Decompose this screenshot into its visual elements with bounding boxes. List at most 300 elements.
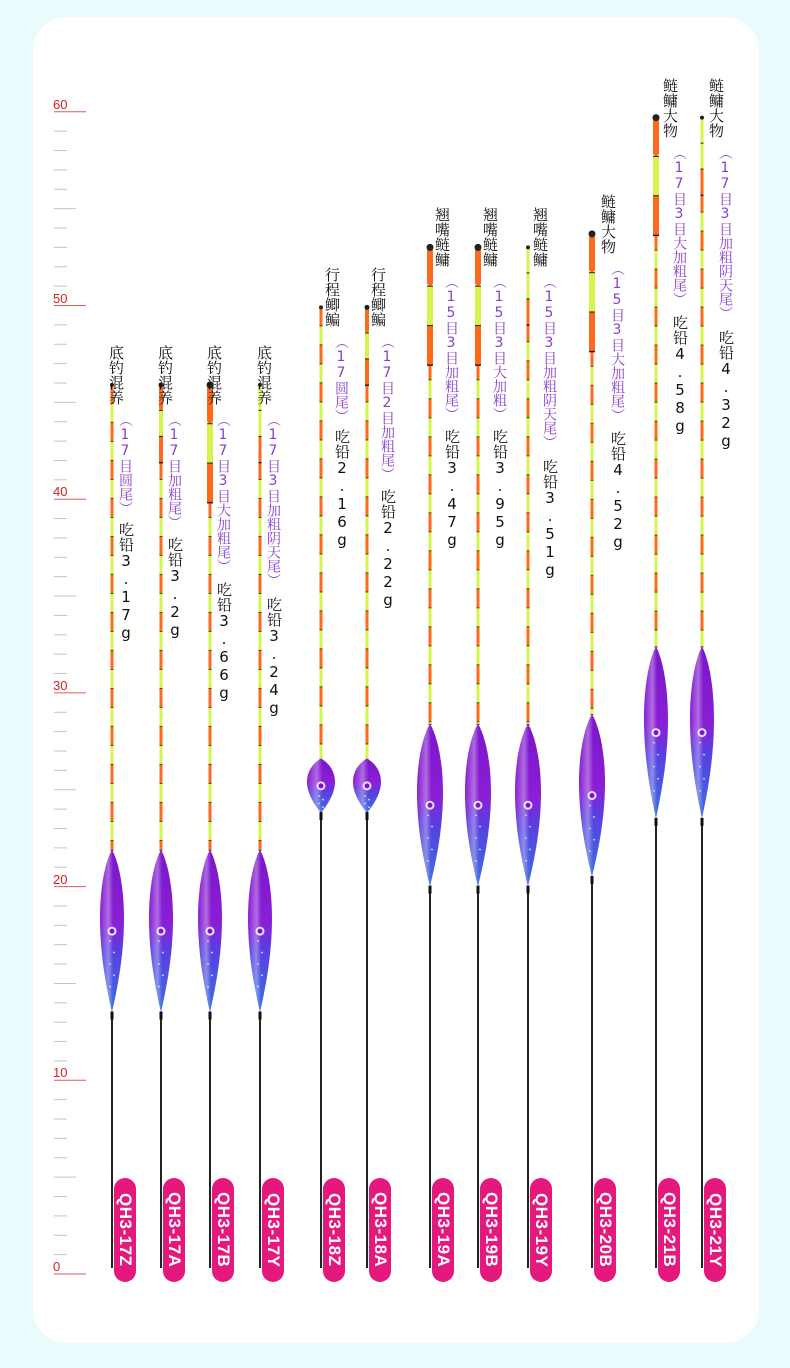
tip-divider	[477, 664, 480, 665]
tip-divider	[366, 553, 369, 554]
tip-segment	[259, 518, 262, 536]
tip-segment	[111, 613, 114, 631]
tip-divider	[160, 783, 163, 784]
tip-segment	[701, 308, 704, 326]
tip-divider	[701, 440, 704, 441]
tip-divider	[477, 436, 480, 437]
tip-divider	[655, 573, 658, 574]
tip-divider	[655, 630, 658, 631]
tip-segment	[111, 575, 114, 593]
body-joint	[259, 1012, 262, 1020]
tip-divider	[591, 575, 594, 576]
tip-segment	[655, 422, 658, 440]
tip-segment	[655, 574, 658, 592]
tip-segment	[701, 384, 704, 402]
tip-segment	[701, 517, 704, 535]
tip-thick-segment	[701, 144, 704, 169]
tip-divider	[429, 645, 432, 646]
brand-logo-center	[590, 793, 595, 798]
tip-segment	[320, 440, 323, 458]
ruler-tick-label: 0	[53, 1259, 61, 1274]
tip-segment	[655, 631, 658, 647]
tip-divider	[366, 610, 369, 611]
float-lead-weight: 吃铅3.2g	[166, 536, 184, 639]
tip-segment	[527, 475, 530, 493]
tip-segment	[655, 612, 658, 630]
tip-segment	[591, 367, 594, 385]
tip-divider	[160, 536, 163, 537]
body-sparkle	[322, 799, 324, 801]
tip-thick-segment	[159, 437, 163, 462]
tip-divider	[477, 588, 480, 589]
tip-segment	[209, 670, 212, 688]
tip-divider	[111, 498, 114, 499]
body-joint	[701, 818, 704, 826]
float-category: 底钓混养	[205, 344, 223, 405]
tip-divider	[477, 531, 480, 532]
tip-segment	[259, 461, 262, 479]
tip-divider	[160, 669, 163, 670]
brand-logo-center	[319, 783, 324, 788]
tip-divider	[655, 269, 658, 270]
float-category: 底钓混养	[156, 344, 174, 405]
tip-segment	[366, 687, 369, 705]
tip-segment	[320, 725, 323, 743]
tip-segment	[477, 703, 480, 721]
tip-divider	[429, 531, 432, 532]
tip-segment	[320, 592, 323, 610]
tip-segment	[160, 822, 163, 840]
tip-segment	[209, 746, 212, 764]
body-sparkle	[257, 986, 259, 988]
tip-segment	[209, 556, 212, 574]
tip-segment	[111, 518, 114, 536]
tip-segment	[160, 803, 163, 821]
tip-divider	[320, 439, 323, 440]
float-tip	[475, 244, 482, 725]
tip-divider	[591, 613, 594, 614]
body-sparkle	[529, 826, 531, 828]
tip-divider	[429, 626, 432, 627]
tip-divider	[320, 743, 323, 744]
tip-thick-divider	[259, 462, 262, 464]
float-category: 底钓混养	[255, 344, 273, 405]
tip-divider	[429, 721, 432, 722]
body-sparkle	[525, 837, 527, 839]
tip-segment	[429, 551, 432, 569]
tip-divider	[701, 345, 704, 346]
tip-segment	[477, 437, 480, 455]
tip-segment	[655, 365, 658, 383]
tip-thick-segment	[527, 299, 530, 324]
tip-divider	[366, 591, 369, 592]
body-sparkle	[368, 799, 370, 801]
body-sparkle	[593, 816, 595, 818]
body-sparkle	[364, 810, 366, 812]
tip-divider	[527, 702, 530, 703]
tip-divider	[655, 611, 658, 612]
tip-segment	[701, 365, 704, 383]
tip-divider	[259, 631, 262, 632]
tip-divider	[320, 458, 323, 459]
tip-divider	[429, 455, 432, 456]
tip-divider	[429, 550, 432, 551]
tip-divider	[160, 726, 163, 727]
tip-segment	[209, 537, 212, 555]
tip-thick-segment	[365, 359, 369, 384]
ruler-tick-label: 20	[53, 871, 68, 887]
tip-segment	[701, 574, 704, 592]
tip-segment	[655, 593, 658, 611]
tip-divider	[160, 840, 163, 841]
tip-divider	[320, 382, 323, 383]
tip-segment	[477, 665, 480, 683]
tip-segment	[320, 649, 323, 667]
tip-divider	[259, 574, 262, 575]
tip-segment	[701, 251, 704, 269]
tip-segment	[366, 649, 369, 667]
tip-segment	[701, 194, 704, 212]
tip-segment	[527, 722, 530, 724]
tip-divider	[429, 588, 432, 589]
brand-logo-center	[428, 803, 433, 808]
tip-segment	[366, 535, 369, 553]
tip-thick-segment	[259, 437, 262, 462]
tip-divider	[320, 344, 323, 345]
tip-divider	[655, 554, 658, 555]
body-joint	[111, 1012, 114, 1020]
tip-segment	[366, 573, 369, 591]
tip-segment	[111, 594, 114, 612]
tip-divider	[160, 631, 163, 632]
tip-divider	[429, 398, 432, 399]
tip-thick-segment	[427, 287, 433, 325]
tip-segment	[591, 690, 594, 708]
tip-divider	[160, 764, 163, 765]
tip-segment	[477, 456, 480, 474]
tip-segment	[320, 687, 323, 705]
tip-segment	[429, 456, 432, 474]
tip-divider	[111, 745, 114, 746]
tip-segment	[477, 532, 480, 550]
body-sparkle	[318, 810, 320, 812]
tip-segment	[259, 575, 262, 593]
tip-thick-segment	[207, 424, 213, 462]
tip-divider	[209, 555, 212, 556]
tip-divider	[111, 840, 114, 841]
tip-segment	[111, 404, 114, 422]
tip-segment	[655, 441, 658, 459]
tip-divider	[160, 745, 163, 746]
tip-divider	[591, 404, 594, 405]
tip-divider	[259, 650, 262, 651]
tip-segment	[366, 478, 369, 496]
tip-divider	[429, 607, 432, 608]
tip-divider	[160, 612, 163, 613]
model-badge: QH3-20B	[594, 1178, 616, 1282]
tip-segment	[111, 689, 114, 707]
tip-segment	[591, 538, 594, 556]
tip-divider	[701, 288, 704, 289]
tip-segment	[655, 555, 658, 573]
float-qh3-19a	[417, 244, 443, 1268]
tip-divider	[366, 420, 369, 421]
tip-segment	[111, 708, 114, 726]
float-lead-weight: 吃铅3.95g	[491, 429, 509, 550]
tip-divider	[111, 688, 114, 689]
tip-divider	[320, 496, 323, 497]
tip-divider	[527, 664, 530, 665]
tip-segment	[320, 573, 323, 591]
body-sparkle	[318, 795, 320, 797]
tip-divider	[320, 401, 323, 402]
tip-divider	[111, 802, 114, 803]
tip-divider	[209, 840, 212, 841]
body-sparkle	[158, 940, 160, 942]
tip-segment	[259, 765, 262, 783]
tip-segment	[111, 651, 114, 669]
float-category: 鲢鳙大物	[707, 77, 725, 138]
tip-segment	[209, 765, 212, 783]
tip-divider	[259, 479, 262, 480]
tip-thick-segment	[207, 464, 213, 502]
tip-segment	[655, 346, 658, 364]
tip-divider	[527, 341, 530, 342]
tip-divider	[259, 555, 262, 556]
tip-divider	[655, 326, 658, 327]
tip-divider	[477, 398, 480, 399]
ruler-tick-label: 30	[53, 677, 68, 693]
tip-segment	[320, 402, 323, 420]
tip-segment	[429, 513, 432, 531]
tip-divider	[655, 440, 658, 441]
model-badge: QH3-19A	[432, 1178, 454, 1282]
tip-segment	[320, 611, 323, 629]
float-category: 行程鲫鳊	[369, 267, 387, 328]
tip-divider	[655, 535, 658, 536]
tip-segment	[111, 784, 114, 802]
tip-divider	[591, 632, 594, 633]
body-sparkle	[158, 963, 160, 965]
ruler-tick-label: 10	[53, 1065, 68, 1081]
tip-divider	[701, 421, 704, 422]
body-sparkle	[525, 860, 527, 862]
body-sparkle	[113, 974, 115, 976]
tip-thick-divider	[475, 364, 481, 366]
tip-segment	[591, 519, 594, 537]
tip-divider	[209, 631, 212, 632]
tip-thick-segment	[653, 196, 659, 234]
float-category: 底钓混养	[107, 344, 125, 405]
tip-divider	[527, 360, 530, 361]
tip-segment	[655, 270, 658, 288]
tip-segment	[429, 418, 432, 436]
tip-divider	[111, 422, 114, 423]
float-spec: （17目圆尾）	[117, 412, 133, 515]
tip-segment	[701, 403, 704, 421]
tip-divider	[477, 512, 480, 513]
tip-segment	[591, 386, 594, 404]
tip-divider	[477, 569, 480, 570]
tip-segment	[429, 646, 432, 664]
body-sparkle	[162, 952, 164, 954]
body-sparkle	[322, 806, 324, 808]
float-qh3-19b	[465, 244, 491, 1268]
tip-divider	[111, 669, 114, 670]
tip-divider	[527, 474, 530, 475]
float-lead-weight: 吃铅3.47g	[443, 429, 461, 550]
tip-thick-segment	[475, 326, 481, 364]
float-category: 鲢鳙大物	[661, 77, 679, 138]
tip-segment	[111, 727, 114, 745]
tip-divider	[209, 517, 212, 518]
tip-divider	[160, 688, 163, 689]
float-qh3-21b	[644, 114, 668, 1268]
body-sparkle	[257, 963, 259, 965]
tip-thick-segment	[653, 157, 659, 195]
tip-divider	[366, 629, 369, 630]
body-joint	[160, 1012, 163, 1020]
tip-divider	[111, 726, 114, 727]
tip-segment	[366, 592, 369, 610]
tip-divider	[111, 460, 114, 461]
tip-divider	[209, 707, 212, 708]
tip-thick-divider	[207, 502, 213, 504]
float-lead-weight: 吃铅4.32g	[717, 329, 735, 450]
tip-segment	[160, 746, 163, 764]
tip-segment	[527, 494, 530, 512]
body-sparkle	[593, 839, 595, 841]
tip-segment	[701, 536, 704, 554]
brand-logo-center	[476, 803, 481, 808]
tip-divider	[111, 517, 114, 518]
tip-segment	[111, 442, 114, 460]
float-lead-weight: 吃铅2.22g	[379, 489, 397, 610]
tip-segment	[259, 651, 262, 669]
tip-divider	[527, 645, 530, 646]
tip-segment	[527, 532, 530, 550]
float-spec: （15目3目加粗尾）	[443, 275, 459, 422]
tip-divider	[429, 664, 432, 665]
model-badge: QH3-19B	[480, 1178, 502, 1282]
tip-divider	[591, 499, 594, 500]
tip-segment	[655, 536, 658, 554]
tip-segment	[259, 499, 262, 517]
tip-thick-segment	[653, 118, 659, 156]
tip-segment	[527, 684, 530, 702]
tip-cap	[700, 116, 704, 120]
tip-segment	[111, 537, 114, 555]
tip-segment	[477, 722, 480, 724]
tip-divider	[366, 477, 369, 478]
ruler-tick-label: 40	[53, 484, 68, 500]
model-badge: QH3-17A	[163, 1178, 185, 1282]
tip-divider	[366, 743, 369, 744]
tip-divider	[111, 650, 114, 651]
tip-segment	[111, 556, 114, 574]
tip-segment	[259, 632, 262, 650]
float-spec: （15目3目加粗阴天尾）	[541, 275, 557, 450]
tip-segment	[366, 744, 369, 758]
tip-divider	[655, 421, 658, 422]
tip-segment	[366, 383, 369, 401]
tip-segment	[701, 346, 704, 364]
tip-divider	[366, 724, 369, 725]
tip-segment	[259, 537, 262, 555]
tip-divider	[160, 555, 163, 556]
tip-segment	[477, 551, 480, 569]
tip-divider	[209, 536, 212, 537]
tip-segment	[701, 213, 704, 231]
float-category: 行程鲫鳊	[323, 267, 341, 328]
float-spec: （17圆尾）	[333, 335, 349, 424]
body-sparkle	[653, 742, 655, 744]
float-tip	[700, 116, 704, 648]
tip-divider	[701, 269, 704, 270]
tip-thick-divider	[701, 195, 704, 197]
tip-divider	[209, 574, 212, 575]
float-qh3-17z	[100, 383, 124, 1268]
tip-divider	[527, 569, 530, 570]
tip-divider	[429, 474, 432, 475]
tip-segment	[209, 518, 212, 536]
tip-divider	[320, 363, 323, 364]
tip-divider	[259, 688, 262, 689]
tip-segment	[366, 459, 369, 477]
tip-segment	[429, 703, 432, 721]
tip-divider	[366, 458, 369, 459]
tip-divider	[429, 417, 432, 418]
tip-segment	[259, 670, 262, 688]
tip-divider	[655, 402, 658, 403]
body-sparkle	[475, 860, 477, 862]
tip-divider	[527, 607, 530, 608]
tip-thick-divider	[365, 384, 369, 386]
tip-segment	[160, 518, 163, 536]
tip-thick-segment	[427, 326, 433, 364]
tip-divider	[527, 721, 530, 722]
tip-segment	[366, 497, 369, 515]
float-qh3-19y	[515, 245, 541, 1268]
tip-divider	[259, 536, 262, 537]
tip-divider	[320, 534, 323, 535]
tip-segment	[477, 380, 480, 398]
body-sparkle	[589, 850, 591, 852]
body-sparkle	[529, 849, 531, 851]
tip-segment	[111, 461, 114, 479]
tip-divider	[259, 840, 262, 841]
tip-segment	[160, 841, 163, 850]
tip-segment	[259, 556, 262, 574]
tip-segment	[527, 380, 530, 398]
tip-divider	[160, 821, 163, 822]
body-sparkle	[211, 952, 213, 954]
tip-divider	[655, 478, 658, 479]
tip-segment	[320, 345, 323, 363]
float-lead-weight: 吃铅4.58g	[671, 314, 689, 435]
tip-segment	[209, 708, 212, 726]
tip-divider	[591, 556, 594, 557]
model-badge: QH3-17Z	[114, 1178, 136, 1282]
float-tip	[110, 383, 114, 851]
tip-divider	[160, 707, 163, 708]
tip-divider	[111, 441, 114, 442]
tip-divider	[701, 535, 704, 536]
tip-segment	[366, 611, 369, 629]
model-badge: QH3-21B	[658, 1178, 680, 1282]
tip-divider	[591, 651, 594, 652]
tip-thick-segment	[159, 411, 163, 436]
